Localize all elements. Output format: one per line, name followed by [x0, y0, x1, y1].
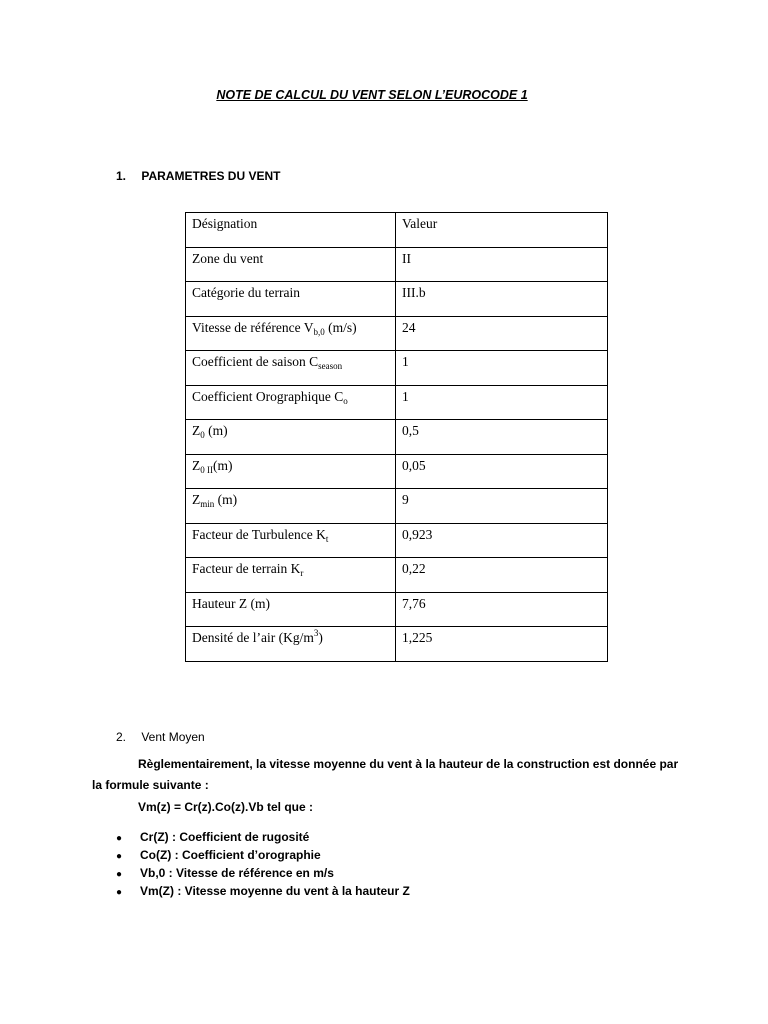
- table-row: [186, 385, 608, 420]
- param-subscript: o: [343, 395, 348, 406]
- param-unit: (m): [204, 423, 228, 438]
- param-subscript: b,0: [313, 326, 325, 337]
- table-row: [186, 247, 608, 282]
- param-label: [186, 420, 396, 455]
- param-unit: (m): [213, 457, 233, 473]
- param-subscript: 0: [200, 430, 205, 440]
- param-label: [186, 247, 396, 282]
- param-value: 0,05: [396, 454, 608, 489]
- list-item: [116, 846, 410, 864]
- definitions-list: [116, 828, 410, 900]
- param-label: [186, 316, 396, 351]
- param-value: 7,76: [396, 592, 608, 627]
- definition-text: Co(Z) : Coefficient d’orographie: [140, 848, 321, 862]
- param-label: [186, 454, 396, 489]
- bullet-icon: ●: [116, 851, 123, 862]
- param-value: 9: [396, 489, 608, 524]
- table-row: [186, 489, 608, 524]
- param-label-text: Vitesse de référence V: [192, 319, 314, 335]
- section-2-number: 2.: [116, 730, 127, 744]
- param-subscript: min: [200, 499, 215, 509]
- definition-text: Vb,0 : Vitesse de référence en m/s: [140, 866, 334, 880]
- section-2-title: Vent Moyen: [141, 730, 205, 744]
- param-label: [186, 489, 396, 524]
- param-subscript: 0 II: [200, 464, 213, 475]
- param-subscript: season: [318, 361, 343, 371]
- param-label-text: Z: [192, 492, 201, 507]
- table-row: [186, 316, 608, 351]
- param-label-text: Facteur de terrain K: [192, 561, 301, 576]
- param-label: [186, 558, 396, 593]
- section-1-number: 1.: [116, 169, 127, 183]
- param-label-text: Z: [192, 423, 201, 438]
- table-header-row: [186, 213, 608, 248]
- table-row: [186, 420, 608, 455]
- param-label: [186, 385, 396, 420]
- param-label-text: Hauteur Z (m): [192, 595, 270, 611]
- definition-text: Vm(Z) : Vitesse moyenne du vent à la hauteur Z: [140, 884, 410, 898]
- table-row: [186, 627, 608, 662]
- table-row: [186, 592, 608, 627]
- param-label-text: Facteur de Turbulence K: [192, 526, 326, 542]
- section-1-heading: [116, 169, 280, 183]
- bullet-icon: ●: [116, 869, 123, 880]
- list-item: [116, 828, 410, 846]
- param-value: 1: [396, 385, 608, 420]
- table-row: [186, 351, 608, 386]
- param-value: 0,22: [396, 558, 608, 593]
- param-label-text: Densité de l’air (Kg/m: [192, 630, 314, 645]
- param-label-text: Coefficient de saison C: [192, 354, 319, 369]
- param-value: 24: [396, 316, 608, 351]
- param-label: [186, 627, 396, 662]
- section-2-heading: [116, 730, 205, 744]
- table-row: [186, 454, 608, 489]
- section-1-title: PARAMETRES DU VENT: [141, 169, 281, 183]
- param-label-text: Zone du vent: [192, 250, 264, 266]
- table-row: [186, 282, 608, 317]
- list-item: [116, 864, 410, 882]
- bullet-icon: ●: [116, 887, 123, 898]
- param-subscript: r: [300, 568, 304, 578]
- param-value: 1,225: [396, 627, 608, 662]
- param-label-text: Coefficient Orographique C: [192, 388, 344, 404]
- section-2-paragraph: [92, 754, 682, 796]
- param-label: [186, 282, 396, 317]
- param-superscript: 3: [313, 628, 319, 638]
- param-unit: (m): [214, 492, 238, 507]
- param-label-text: Z: [192, 457, 201, 473]
- param-subscript: t: [325, 533, 329, 544]
- param-unit: ): [318, 630, 323, 645]
- param-value: 0,923: [396, 523, 608, 558]
- param-value: 0,5: [396, 420, 608, 455]
- param-label: [186, 592, 396, 627]
- param-label: [186, 523, 396, 558]
- param-value: 1: [396, 351, 608, 386]
- list-item: [116, 882, 410, 900]
- table-row: [186, 523, 608, 558]
- page-title: NOTE DE CALCUL DU VENT SELON L’EUROCODE 1: [216, 88, 528, 102]
- param-label-text: Catégorie du terrain: [192, 285, 300, 300]
- header-valeur: Valeur: [396, 213, 608, 248]
- table-row: [186, 558, 608, 593]
- wind-parameters-table: [185, 212, 608, 662]
- formula: Vm(z) = Cr(z).Co(z).Vb tel que :: [138, 800, 313, 814]
- param-label: [186, 351, 396, 386]
- bullet-icon: ●: [116, 833, 123, 844]
- param-value: II: [396, 247, 608, 282]
- param-unit: (m/s): [324, 319, 357, 335]
- param-value: III.b: [396, 282, 608, 317]
- definition-text: Cr(Z) : Coefficient de rugosité: [140, 830, 310, 844]
- header-designation: Désignation: [186, 213, 396, 248]
- paragraph-text: Règlementairement, la vitesse moyenne du vent à la hauteur de la construction est donnée par la formule suivante :: [92, 757, 679, 792]
